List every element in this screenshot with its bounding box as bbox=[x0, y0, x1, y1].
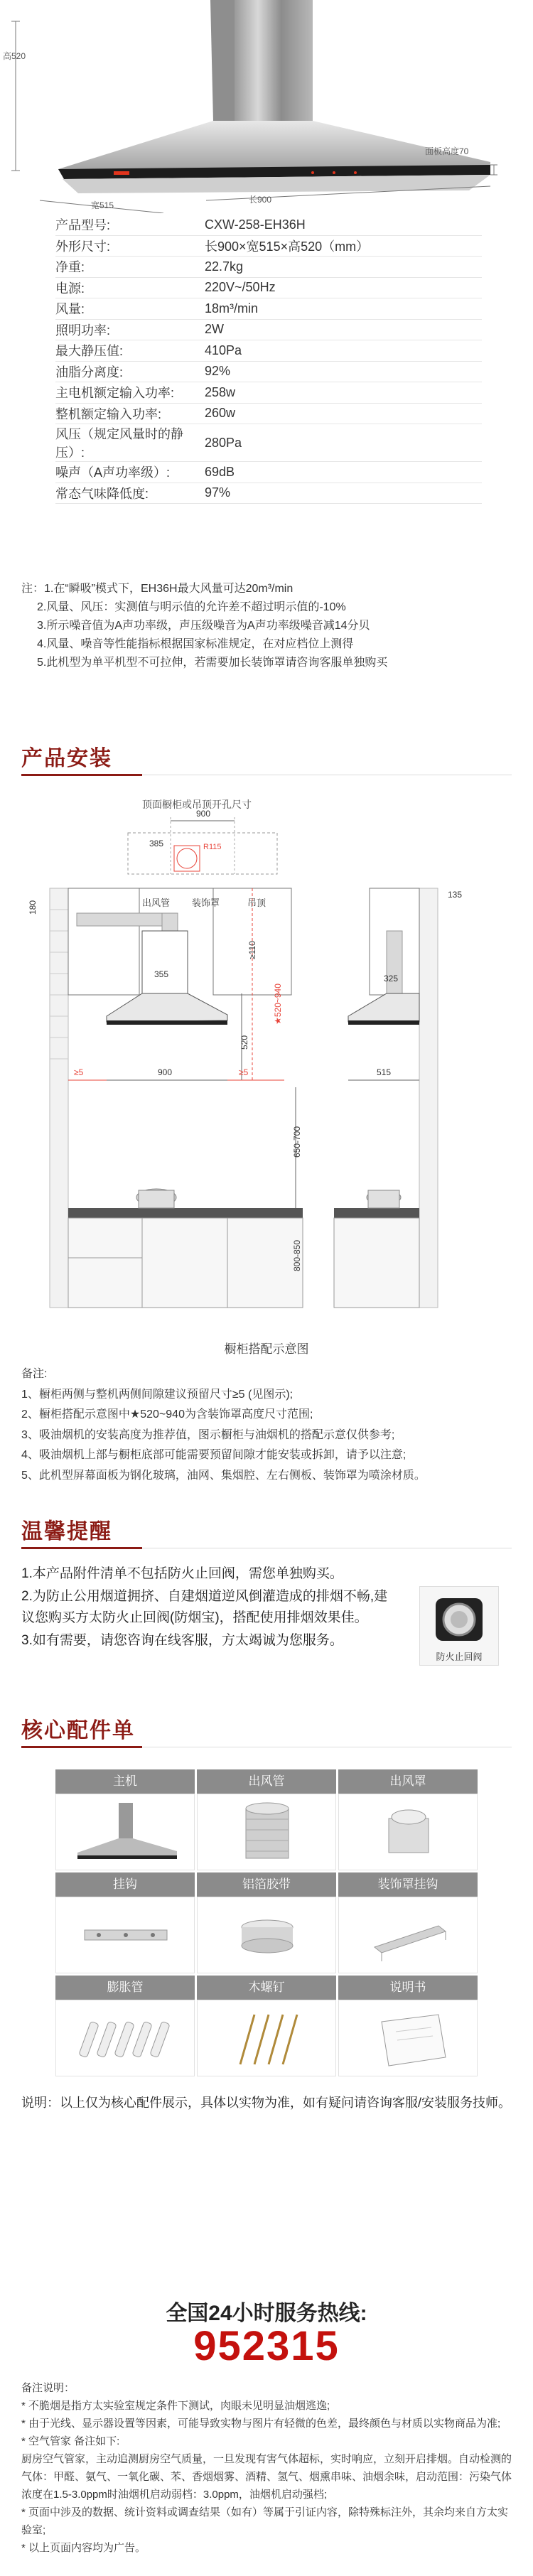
spec-row bbox=[55, 298, 482, 320]
remark-line: 1、橱柜两侧与整机两侧间隙建议预留尺寸≥5 (见图示); bbox=[21, 1388, 294, 1401]
spec-key: 产品型号: bbox=[55, 215, 205, 235]
part-name: 主机 bbox=[55, 1769, 195, 1794]
dim-900-top: 900 bbox=[196, 809, 211, 819]
bottom-note: * 不脆烟是指方太实验室规定条件下测试，肉眼未见明显油烟逃逸; bbox=[21, 2400, 330, 2412]
spec-key: 电源: bbox=[55, 277, 205, 298]
screw-icon bbox=[197, 2000, 336, 2076]
spec-key: 外形尺寸: bbox=[55, 235, 205, 257]
part-name: 膨胀管 bbox=[55, 1976, 195, 2000]
cabinet-caption: 橱柜搭配示意图 bbox=[224, 1342, 309, 1356]
tip-item: 1.本产品附件清单不包括防火止回阀，需您单独购买。 bbox=[21, 1566, 343, 1581]
spec-row bbox=[55, 361, 482, 382]
spec-key: 最大静压值: bbox=[55, 340, 205, 362]
spec-note: 注：1.在“瞬吸”模式下，EH36H最大风量可达20m³/min bbox=[21, 583, 294, 595]
part-name: 铝箔胶带 bbox=[197, 1872, 336, 1897]
spec-value: CXW-258-EH36H bbox=[205, 215, 482, 235]
spec-row bbox=[55, 277, 482, 298]
part-name: 出风管 bbox=[197, 1769, 336, 1794]
parts-section-title: 核心配件单 bbox=[21, 1719, 135, 1742]
outlet-cover-icon bbox=[338, 1794, 478, 1870]
bottom-notes bbox=[21, 2379, 512, 2557]
anchor-icon bbox=[55, 2000, 195, 2076]
spec-value: 2W bbox=[205, 319, 482, 340]
install-section-title: 产品安装 bbox=[21, 747, 112, 770]
remark-line: 5、此机型屏幕面板为钢化玻璃，油网、集烟腔、左右侧板、装饰罩为喷涂材质。 bbox=[21, 1469, 426, 1482]
spec-key: 净重: bbox=[55, 257, 205, 278]
dim-520-940: ★520~940 bbox=[272, 983, 283, 1025]
bottom-note: * 由于光线、显示器设置等因素，可能导致实物与图片有轻微的色差，最终颜色与材质以实物商品为准; bbox=[21, 2418, 501, 2430]
top-hole-caption: 顶面橱柜或吊顶开孔尺寸 bbox=[142, 799, 252, 810]
dim-110: ≥110 bbox=[247, 941, 257, 959]
tips-section-title: 温馨提醒 bbox=[21, 1520, 112, 1543]
hotline-number: 952315 bbox=[193, 2323, 340, 2369]
remark-line: 2、橱柜搭配示意图中★520~940为含装饰罩高度尺寸范围; bbox=[21, 1408, 313, 1421]
dim-385: 385 bbox=[149, 839, 164, 848]
remark-line: 3、吸油烟机的安装高度为推荐值，图示橱柜与油烟机的搭配示意仅供参考; bbox=[21, 1428, 395, 1441]
dim-135: 135 bbox=[448, 890, 463, 900]
dim-355: 355 bbox=[154, 969, 169, 979]
part-name: 装饰罩挂钩 bbox=[338, 1872, 478, 1897]
length-label: 长900 bbox=[249, 195, 272, 205]
spec-key: 整机额定输入功率: bbox=[55, 403, 205, 424]
spec-value: 长900×宽515×高520（mm） bbox=[205, 235, 482, 257]
spec-row bbox=[55, 462, 482, 483]
dim-r115: R115 bbox=[203, 843, 222, 851]
spec-value: 280Pa bbox=[205, 424, 482, 462]
tip-item: 2.为防止公用烟道拥挤、自建烟道逆风倒灌造成的排烟不畅,建议您购买方太防火止回阀(防烟宝)，搭配使用排烟效果佳。 bbox=[21, 1589, 388, 1625]
spec-row bbox=[55, 215, 482, 235]
spec-key: 风量: bbox=[55, 298, 205, 320]
spec-row bbox=[55, 403, 482, 424]
part-name: 说明书 bbox=[338, 1976, 478, 2000]
spec-note: 2.风量、风压：实测值与明示值的允许差不超过明示值的-10% bbox=[37, 601, 346, 613]
spec-key: 常态气味降低度: bbox=[55, 483, 205, 504]
label-cover: 装饰罩 bbox=[192, 898, 220, 908]
dim-325: 325 bbox=[384, 974, 399, 983]
bottom-note: * 空气管家 备注如下: bbox=[21, 2435, 120, 2447]
spec-value: 220V~/50Hz bbox=[205, 277, 482, 298]
part-name: 挂钩 bbox=[55, 1872, 195, 1897]
manual-icon bbox=[338, 2000, 478, 2076]
install-remarks bbox=[21, 1364, 519, 1486]
bottom-note: * 以上页面内容均为广告。 bbox=[21, 2542, 146, 2554]
hood-illustration bbox=[0, 0, 533, 213]
spec-row bbox=[55, 424, 482, 462]
spec-note: 3.所示噪音值为A声功率级，声压级噪音为A声功率级噪音减14分贝 bbox=[37, 620, 370, 632]
hook-icon bbox=[55, 1897, 195, 1973]
label-outlet-duct: 出风管 bbox=[142, 898, 171, 908]
remark-line: 4、吸油烟机上部与橱柜底部可能需要预留间隙才能安装或拆卸，请予以注意; bbox=[21, 1449, 407, 1461]
remark-line: 备注: bbox=[21, 1368, 48, 1380]
dim-gap-left: ≥5 bbox=[74, 1067, 84, 1077]
spec-value: 92% bbox=[205, 361, 482, 382]
bottom-note: * 页面中涉及的数据、统计资料或调查结果（如有）等属于引证内容，除特殊标注外，其余均来自方太实验室; bbox=[21, 2506, 509, 2536]
valve-label: 防火止回阀 bbox=[436, 1651, 483, 1662]
spec-value: 22.7kg bbox=[205, 257, 482, 278]
spec-value: 258w bbox=[205, 382, 482, 404]
spec-value: 18m³/min bbox=[205, 298, 482, 320]
height-label: 高520 bbox=[3, 51, 26, 61]
bottom-note: 厨房空气管家，主动追测厨房空气质量，一旦发现有害气体超标，实时响应，立刻开启排烟。自动检测的气体：甲醛、氨气、一氧化碳、苯、香烟烟雾、酒精、氢气、烟熏串味、油烟余味，启动范围：污染气体浓度在1.5-3.0ppm时油烟机启动弱档：3.0ppm，油烟机启动强档; bbox=[21, 2453, 512, 2501]
spec-table bbox=[55, 215, 482, 504]
depth-label: 宽515 bbox=[91, 200, 114, 210]
spec-row bbox=[55, 257, 482, 278]
hero-product-diagram bbox=[0, 0, 533, 213]
fire-valve-icon bbox=[420, 1587, 498, 1651]
spec-note: 5.此机型为单平机型不可拉伸，若需要加长装饰罩请咨询客服单独购买 bbox=[37, 657, 388, 669]
dim-800-850: 800-850 bbox=[292, 1239, 303, 1272]
spec-key: 噪声（A声功率级）: bbox=[55, 462, 205, 483]
label-ceiling: 吊顶 bbox=[247, 898, 266, 908]
install-diagram bbox=[0, 789, 533, 1336]
spec-value: 260w bbox=[205, 403, 482, 424]
tips-list bbox=[21, 1563, 391, 1651]
spec-key: 主电机额定输入功率: bbox=[55, 382, 205, 404]
part-name: 出风罩 bbox=[338, 1769, 478, 1794]
spec-value: 69dB bbox=[205, 462, 482, 483]
spec-note: 4.风量、噪音等性能指标根据国家标准规定，在对应档位上测得 bbox=[37, 638, 354, 650]
spec-value: 410Pa bbox=[205, 340, 482, 362]
spec-row bbox=[55, 340, 482, 362]
parts-note: 说明：以上仅为核心配件展示，具体以实物为准，如有疑问请咨询客服/安装服务技师。 bbox=[21, 2096, 511, 2110]
bottom-note: 备注说明： bbox=[21, 2382, 75, 2394]
hood-icon bbox=[55, 1794, 195, 1870]
tape-icon bbox=[197, 1897, 336, 1973]
cabinet-diagram-drawing bbox=[0, 789, 533, 1336]
dim-515: 515 bbox=[377, 1067, 392, 1077]
spec-key: 照明功率: bbox=[55, 319, 205, 340]
tip-item: 3.如有需要，请您咨询在线客服，方太竭诚为您服务。 bbox=[21, 1633, 343, 1648]
part-name: 木螺钉 bbox=[197, 1976, 336, 2000]
hotline-title: 全国24小时服务热线: bbox=[166, 2302, 367, 2325]
dim-650-700: 650-700 bbox=[292, 1126, 303, 1158]
spec-row bbox=[55, 235, 482, 257]
dim-gap-right: ≥5 bbox=[239, 1067, 249, 1077]
spec-row bbox=[55, 382, 482, 404]
cover-hook-icon bbox=[338, 1897, 478, 1973]
valve-image bbox=[419, 1586, 499, 1666]
spec-key: 风压（规定风量时的静压）: bbox=[55, 424, 205, 462]
spec-value: 97% bbox=[205, 483, 482, 504]
spec-notes bbox=[21, 580, 519, 672]
spec-key: 油脂分离度: bbox=[55, 361, 205, 382]
duct-icon bbox=[197, 1794, 336, 1870]
dim-520: 520 bbox=[239, 1035, 250, 1050]
dim-180: 180 bbox=[28, 900, 38, 915]
spec-row bbox=[55, 483, 482, 504]
panel-height-label: 面板高度70 bbox=[425, 146, 469, 156]
dim-900: 900 bbox=[158, 1067, 173, 1077]
spec-row bbox=[55, 319, 482, 340]
